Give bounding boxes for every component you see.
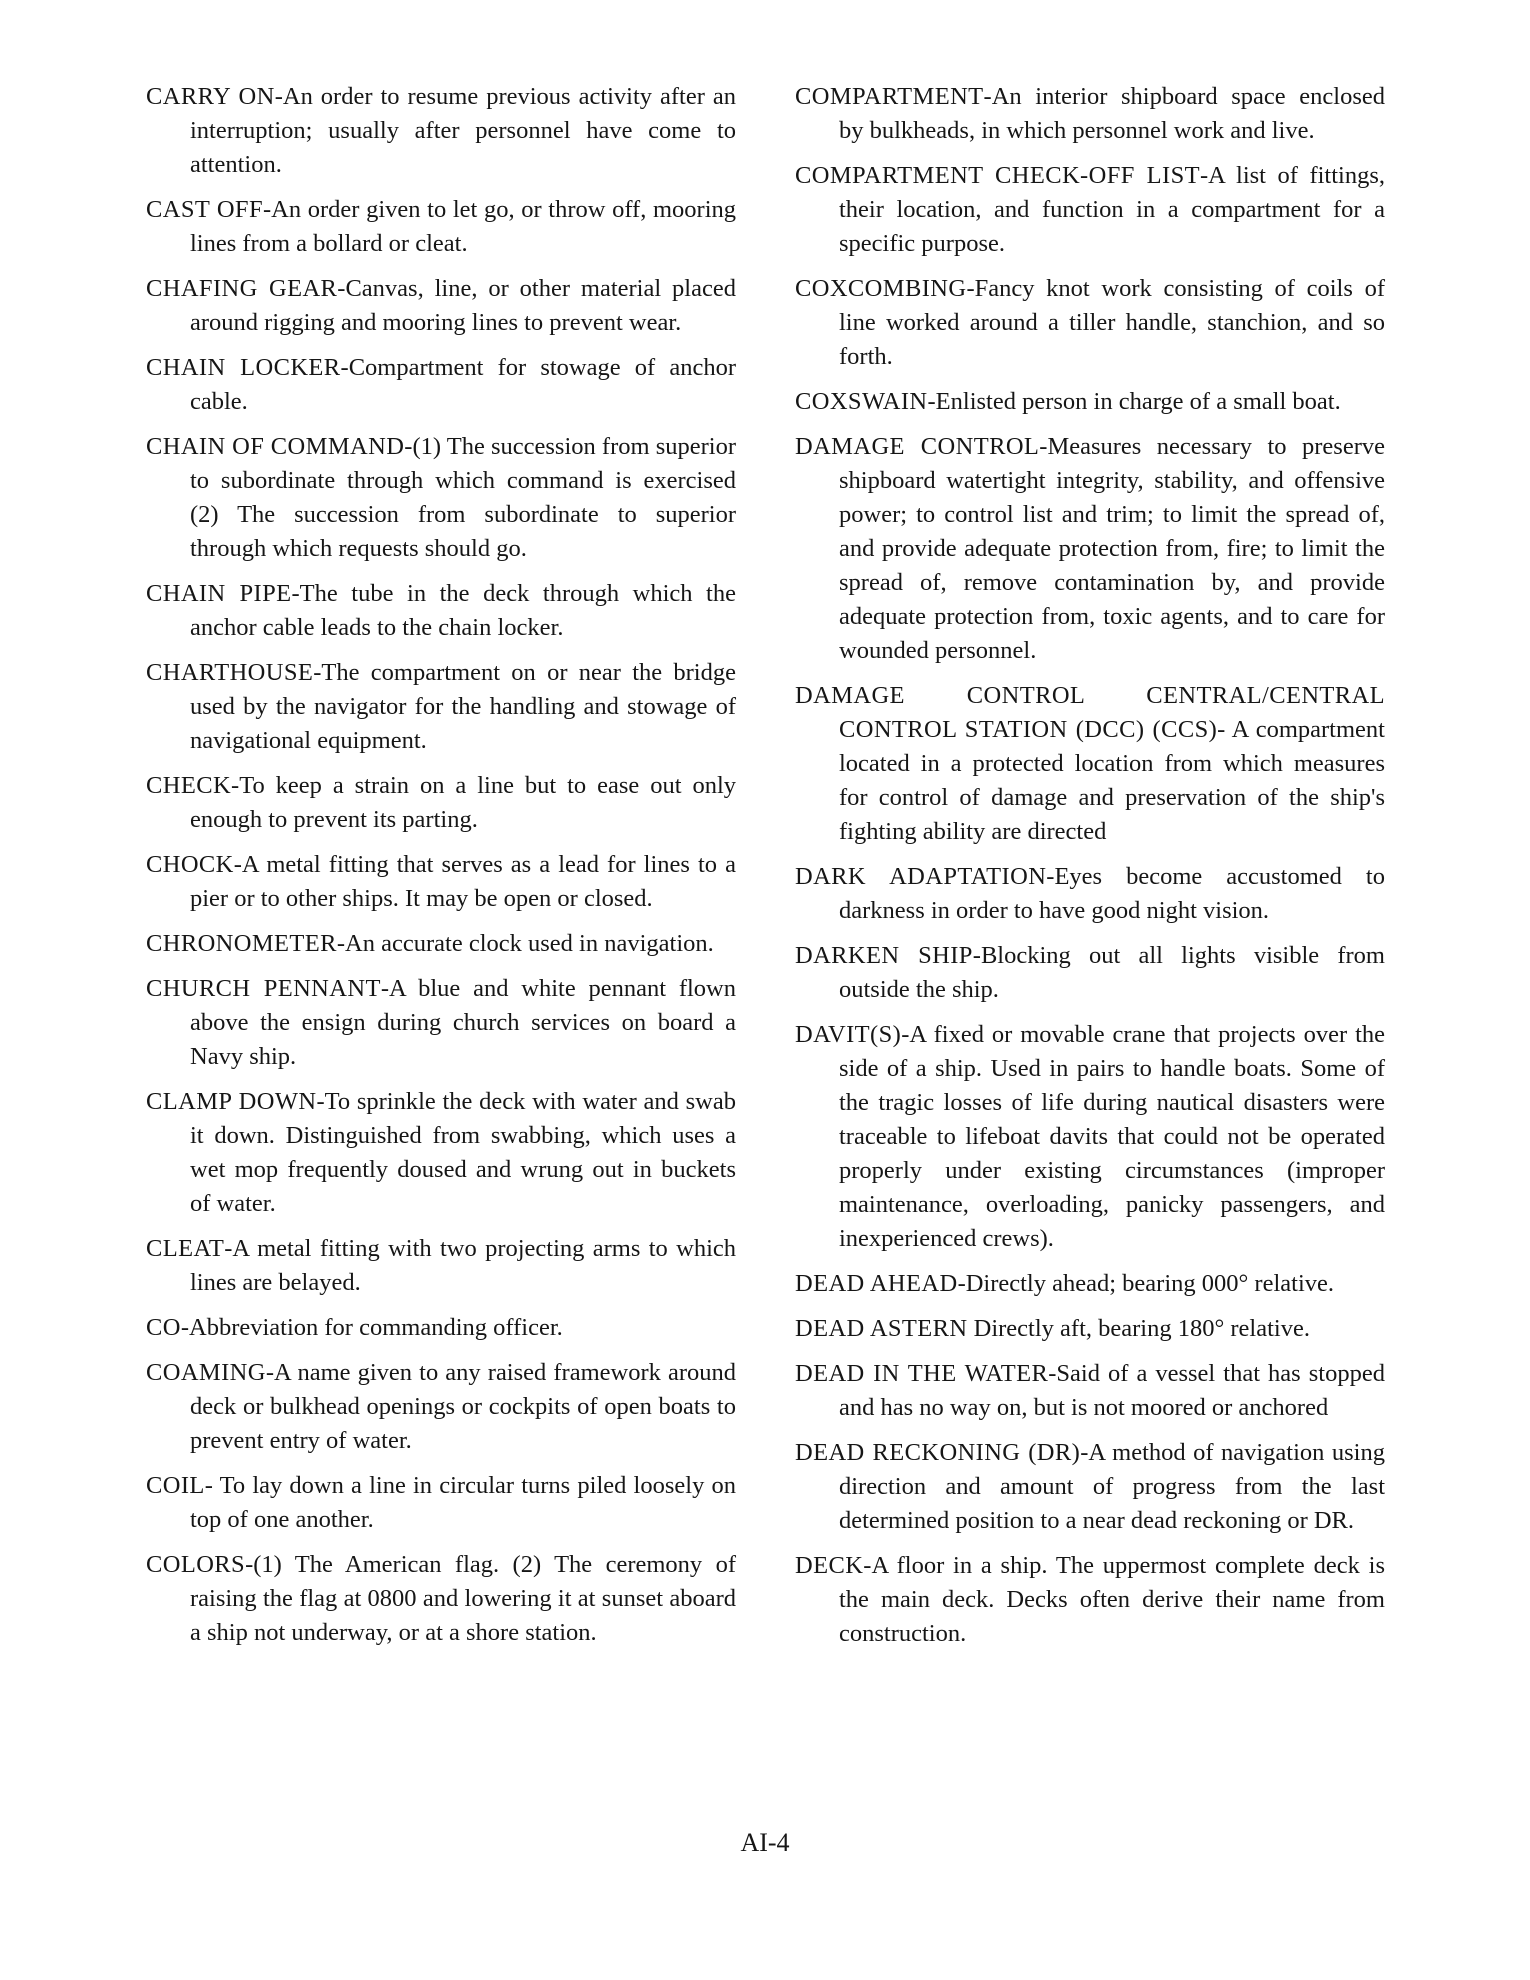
glossary-entry	[146, 1085, 736, 1221]
glossary-entry	[146, 656, 736, 758]
entry-definition: -Directly ahead; bearing 000° relative.	[957, 1270, 1335, 1297]
entry-definition: -(1) The American flag. (2) The ceremony of raising the flag at 0800 and lowering it at sunset aboard a ship not underway, or at a shore station.	[190, 1551, 736, 1646]
entry-definition: -The compartment on or near the bridge used by the navigator for the handling and stowage of navigational equipment.	[190, 659, 736, 754]
entry-term: CHAIN LOCKER	[146, 354, 341, 381]
entry-term: CHECK	[146, 772, 232, 799]
entry-term: DARK ADAPTATION	[795, 863, 1047, 890]
glossary-entry	[795, 272, 1385, 374]
entry-term: CARRY ON	[146, 83, 275, 110]
glossary-entry	[146, 972, 736, 1074]
entry-term: DAMAGE CONTROL	[795, 433, 1040, 460]
entry-term: COMPARTMENT	[795, 83, 984, 110]
entry-definition: - A compartment located in a protected location from which measures for control of damage and preservation of the ship's fighting ability are directed	[839, 716, 1385, 845]
entry-definition: -Said of a vessel that has stopped and has no way on, but is not moored or anchored	[839, 1360, 1385, 1421]
entry-term: COXCOMBING	[795, 275, 967, 302]
left-column	[146, 80, 736, 1661]
entry-term: DAMAGE CONTROL CENTRAL/CENTRAL CONTROL STATION (DCC) (CCS)	[795, 682, 1385, 743]
entry-definition: -A method of navigation using direction and amount of progress from the last determined position to a near dead reckoning or DR.	[839, 1439, 1385, 1534]
entry-definition: -Canvas, line, or other material placed around rigging and mooring lines to prevent wear.	[190, 275, 736, 336]
entry-term: COAMING	[146, 1359, 266, 1386]
glossary-entry	[795, 679, 1385, 849]
glossary-entry	[146, 769, 736, 837]
entry-definition: Directly aft, bearing 180° relative.	[967, 1315, 1310, 1342]
entry-definition: -(1) The succession from superior to subordinate through which command is exercised (2) The succession from subordinate to superior through which requests should go.	[190, 433, 736, 562]
page-number: AI-4	[740, 1828, 790, 1857]
entry-definition: -To keep a strain on a line but to ease out only enough to prevent its parting.	[190, 772, 736, 833]
entry-definition: -A metal fitting with two projecting arms to which lines are belayed.	[190, 1235, 736, 1296]
glossary-entry	[146, 1311, 736, 1345]
entry-term: CO	[146, 1314, 181, 1341]
glossary-entry	[146, 351, 736, 419]
entry-term: CHRONOMETER	[146, 930, 337, 957]
entry-term: DEAD RECKONING (DR)	[795, 1439, 1081, 1466]
glossary-entry	[146, 193, 736, 261]
entry-term: CLEAT	[146, 1235, 225, 1262]
entry-definition: -A floor in a ship. The uppermost complete deck is the main deck. Decks often derive their name from construction.	[839, 1552, 1385, 1647]
entry-term: DARKEN SHIP	[795, 942, 973, 969]
entry-definition: -Measures necessary to preserve shipboard watertight integrity, stability, and offensive power; to control list and trim; to limit the spread of, and provide adequate protection from, fire; to limit the spread of, remove contamination by, and provide adequate protection from, toxic agents, and to care for wounded personnel.	[839, 433, 1385, 664]
entry-term: COXSWAIN	[795, 388, 928, 415]
entry-definition: -A fixed or movable crane that projects over the side of a ship. Used in pairs to handle boats. Some of the tragic losses of life during nautical disasters were traceable to lifeboat davits that could not be operated properly under existing circumstances (improper maintenance, overloading, panicky passengers, and inexperienced crews).	[839, 1021, 1385, 1252]
entry-term: DECK	[795, 1552, 864, 1579]
entry-term: CAST OFF	[146, 196, 263, 223]
glossary-entry	[795, 1018, 1385, 1256]
entry-definition: -Blocking out all lights visible from outside the ship.	[839, 942, 1385, 1003]
glossary-entry	[795, 1549, 1385, 1651]
glossary-entry	[146, 430, 736, 566]
entry-term: CHAIN OF COMMAND	[146, 433, 405, 460]
entry-term: CHOCK	[146, 851, 234, 878]
entry-term: CHURCH PENNANT	[146, 975, 381, 1002]
entry-term: COMPARTMENT CHECK-OFF LIST	[795, 162, 1200, 189]
glossary-entry	[146, 1232, 736, 1300]
glossary-entry	[146, 1356, 736, 1458]
entry-term: DAVIT(S)	[795, 1021, 902, 1048]
glossary-entry	[795, 1312, 1385, 1346]
entry-term: DEAD IN THE WATER	[795, 1360, 1049, 1387]
entry-definition: -The tube in the deck through which the anchor cable leads to the chain locker.	[190, 580, 736, 641]
glossary-entry	[795, 1436, 1385, 1538]
glossary-entry	[146, 577, 736, 645]
entry-definition: -Fancy knot work consisting of coils of line worked around a tiller handle, stanchion, and so forth.	[839, 275, 1385, 370]
entry-definition: -A list of fittings, their location, and function in a compartment for a specific purpose.	[839, 162, 1385, 257]
glossary-entry	[795, 939, 1385, 1007]
entry-term: CLAMP DOWN	[146, 1088, 317, 1115]
entry-term: DEAD AHEAD	[795, 1270, 958, 1297]
glossary-entry	[795, 430, 1385, 668]
entry-definition: -A metal fitting that serves as a lead for lines to a pier or to other ships. It may be open or closed.	[190, 851, 736, 912]
glossary-entry	[795, 1267, 1385, 1301]
entry-term: COLORS	[146, 1551, 246, 1578]
glossary-entry	[146, 80, 736, 182]
entry-definition: -Compartment for stowage of anchor cable.	[190, 354, 736, 415]
entry-term: CHAIN PIPE	[146, 580, 292, 607]
entry-definition: - To lay down a line in circular turns piled loosely on top of one another.	[190, 1472, 736, 1533]
glossary-entry	[146, 272, 736, 340]
glossary-entry	[146, 848, 736, 916]
entry-definition: -Enlisted person in charge of a small boat.	[927, 388, 1341, 415]
entry-term: CHARTHOUSE	[146, 659, 314, 686]
entry-definition: -Abbreviation for commanding officer.	[180, 1314, 563, 1341]
entry-definition: -An order to resume previous activity after an interruption; usually after personnel have come to attention.	[190, 83, 736, 178]
glossary-entry	[795, 1357, 1385, 1425]
glossary-entry	[146, 1548, 736, 1650]
entry-definition: -An order given to let go, or throw off, mooring lines from a bollard or cleat.	[190, 196, 737, 257]
entry-definition: -A blue and white pennant flown above the ensign during church services on board a Navy ship.	[190, 975, 736, 1070]
glossary-entry	[795, 159, 1385, 261]
glossary-entry	[795, 80, 1385, 148]
glossary-entry	[146, 927, 736, 961]
entry-definition: -An accurate clock used in navigation.	[336, 930, 714, 957]
entry-term: CHAFING GEAR	[146, 275, 338, 302]
glossary-entry	[795, 860, 1385, 928]
entry-definition: -To sprinkle the deck with water and swab it down. Distinguished from swabbing, which uses a wet mop frequently doused and wrung out in buckets of water.	[190, 1088, 736, 1217]
entry-term: DEAD ASTERN	[795, 1315, 968, 1342]
entry-definition: -An interior shipboard space enclosed by bulkheads, in which personnel work and live.	[839, 83, 1385, 144]
entry-definition: -A name given to any raised framework around deck or bulkhead openings or cockpits of open boats to prevent entry of water.	[190, 1359, 736, 1454]
glossary-entry	[146, 1469, 736, 1537]
glossary-entry	[795, 385, 1385, 419]
entry-term: COIL	[146, 1472, 205, 1499]
right-column	[795, 80, 1385, 1662]
entry-definition: -Eyes become accustomed to darkness in order to have good night vision.	[839, 863, 1385, 924]
